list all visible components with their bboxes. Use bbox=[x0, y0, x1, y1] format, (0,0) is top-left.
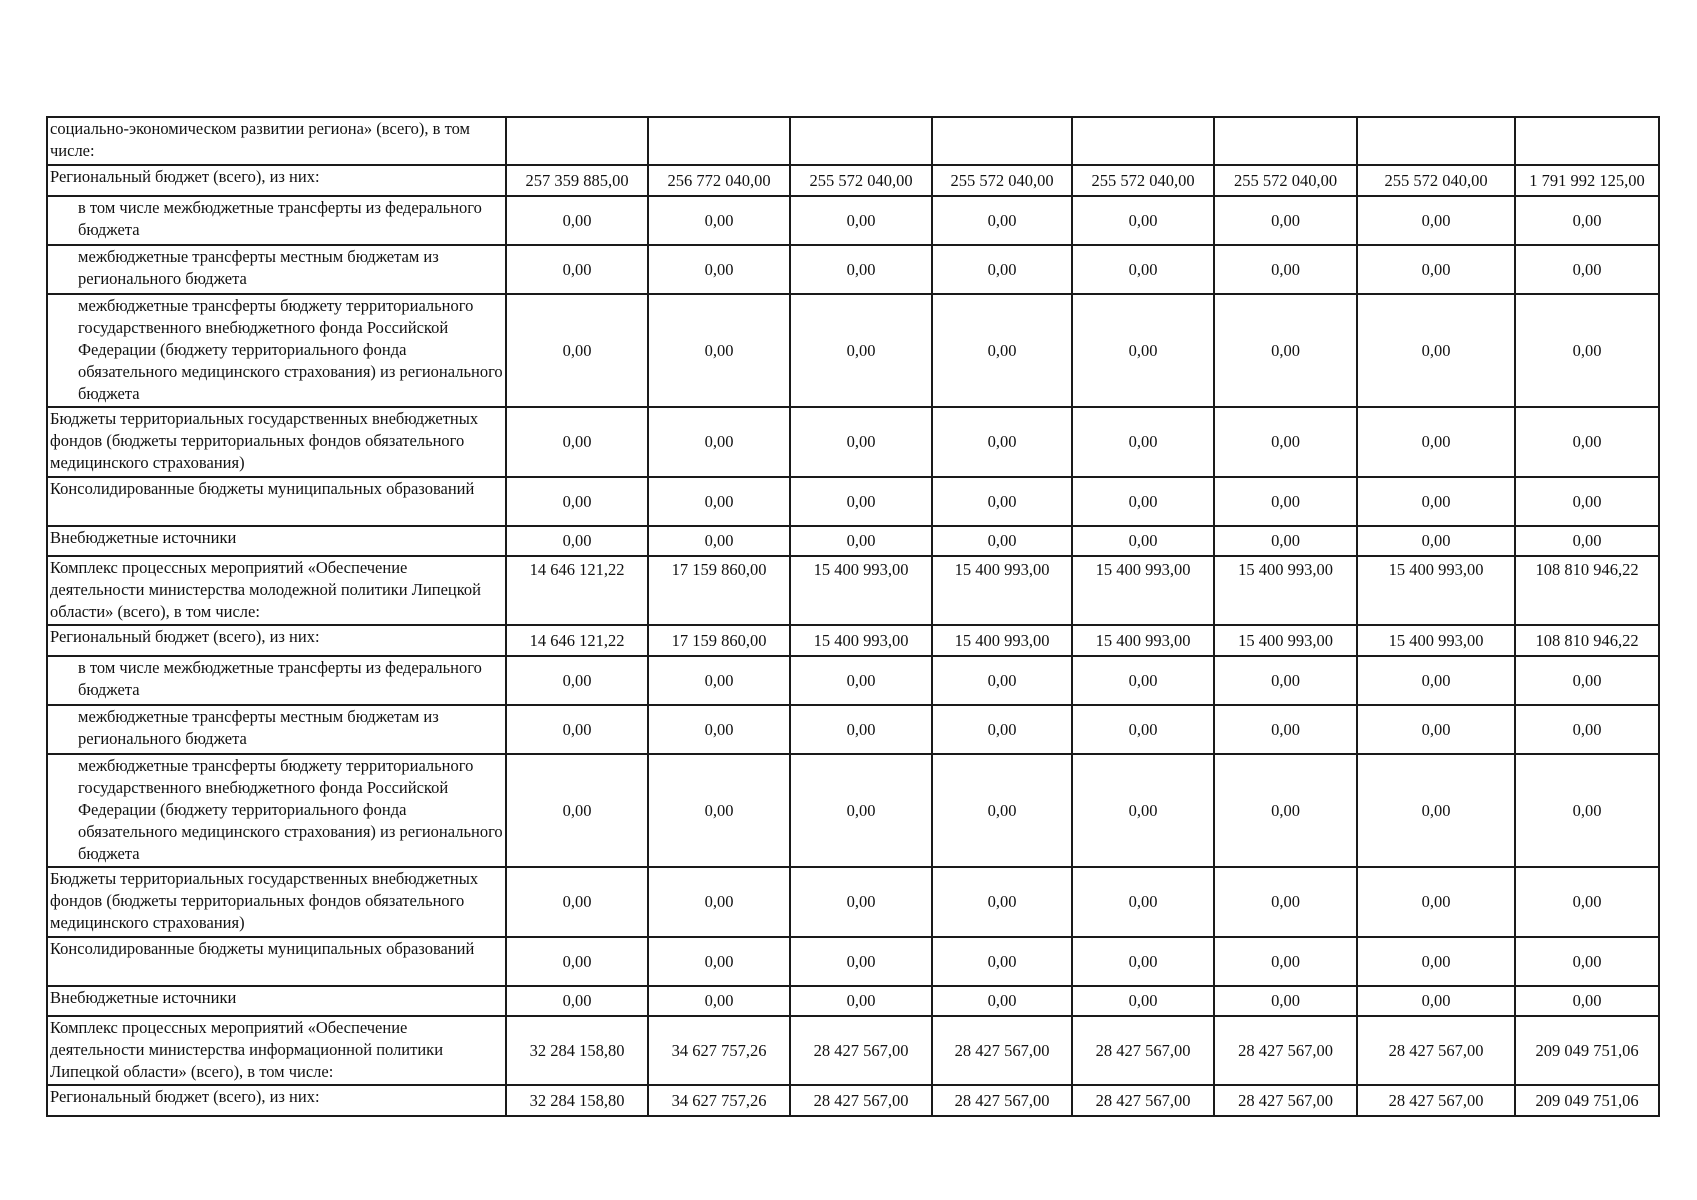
row-label-cell: Внебюджетные источники bbox=[47, 526, 506, 556]
row-value-cell: 0,00 bbox=[506, 526, 648, 556]
row-value-cell: 0,00 bbox=[932, 754, 1072, 867]
row-value-cell: 0,00 bbox=[648, 294, 790, 407]
row-label-cell: Региональный бюджет (всего), из них: bbox=[47, 625, 506, 656]
row-value-cell: 0,00 bbox=[648, 754, 790, 867]
row-total-cell: 0,00 bbox=[1515, 477, 1659, 526]
row-value-cell bbox=[932, 117, 1072, 165]
row-total-cell: 0,00 bbox=[1515, 196, 1659, 245]
row-value-cell: 255 572 040,00 bbox=[1072, 165, 1214, 196]
row-value-cell: 0,00 bbox=[1214, 705, 1357, 754]
row-value-cell: 0,00 bbox=[932, 526, 1072, 556]
row-value-cell: 0,00 bbox=[1357, 245, 1515, 294]
row-value-cell: 0,00 bbox=[1072, 294, 1214, 407]
row-value-cell: 0,00 bbox=[790, 294, 932, 407]
row-value-cell: 0,00 bbox=[648, 867, 790, 937]
row-value-cell: 0,00 bbox=[932, 407, 1072, 477]
row-value-cell: 0,00 bbox=[1357, 196, 1515, 245]
row-total-cell: 0,00 bbox=[1515, 705, 1659, 754]
row-value-cell: 0,00 bbox=[1072, 937, 1214, 986]
row-value-cell: 255 572 040,00 bbox=[1357, 165, 1515, 196]
row-label-cell: в том числе межбюджетные трансферты из федерального бюджета bbox=[47, 196, 506, 245]
row-value-cell: 17 159 860,00 bbox=[648, 556, 790, 625]
row-value-cell: 28 427 567,00 bbox=[1357, 1085, 1515, 1116]
row-value-cell: 0,00 bbox=[506, 196, 648, 245]
row-value-cell: 0,00 bbox=[932, 867, 1072, 937]
row-value-cell: 0,00 bbox=[1214, 245, 1357, 294]
row-value-cell: 0,00 bbox=[790, 754, 932, 867]
row-label-cell: Консолидированные бюджеты муниципальных образований bbox=[47, 937, 506, 986]
row-total-cell: 1 791 992 125,00 bbox=[1515, 165, 1659, 196]
row-value-cell: 15 400 993,00 bbox=[1072, 625, 1214, 656]
row-value-cell: 0,00 bbox=[648, 986, 790, 1016]
row-value-cell: 0,00 bbox=[1072, 986, 1214, 1016]
row-total-cell: 0,00 bbox=[1515, 245, 1659, 294]
row-value-cell: 0,00 bbox=[506, 407, 648, 477]
row-total-cell: 108 810 946,22 bbox=[1515, 556, 1659, 625]
row-value-cell: 0,00 bbox=[648, 245, 790, 294]
row-value-cell: 0,00 bbox=[1072, 705, 1214, 754]
row-value-cell: 0,00 bbox=[1214, 986, 1357, 1016]
row-total-cell: 0,00 bbox=[1515, 986, 1659, 1016]
row-label-cell: Комплекс процессных мероприятий «Обеспечение деятельности министерства молодежной политики Липецкой области» (всего), в том числе: bbox=[47, 556, 506, 625]
row-label-cell: Консолидированные бюджеты муниципальных образований bbox=[47, 477, 506, 526]
row-value-cell: 256 772 040,00 bbox=[648, 165, 790, 196]
row-label-cell: Бюджеты территориальных государственных внебюджетных фондов (бюджеты территориальных фондов обязательного медицинского страхования) bbox=[47, 867, 506, 937]
row-value-cell: 0,00 bbox=[1214, 294, 1357, 407]
row-value-cell: 0,00 bbox=[932, 477, 1072, 526]
row-value-cell: 15 400 993,00 bbox=[1072, 556, 1214, 625]
row-value-cell: 28 427 567,00 bbox=[790, 1085, 932, 1116]
table-row bbox=[47, 986, 1659, 1016]
row-value-cell: 0,00 bbox=[790, 407, 932, 477]
table-row bbox=[47, 165, 1659, 196]
table-row bbox=[47, 1016, 1659, 1085]
row-value-cell bbox=[506, 117, 648, 165]
row-value-cell: 0,00 bbox=[1072, 526, 1214, 556]
row-value-cell: 28 427 567,00 bbox=[1072, 1085, 1214, 1116]
row-value-cell: 0,00 bbox=[790, 937, 932, 986]
row-value-cell: 0,00 bbox=[1357, 754, 1515, 867]
row-value-cell: 0,00 bbox=[648, 937, 790, 986]
row-label-cell: Региональный бюджет (всего), из них: bbox=[47, 165, 506, 196]
row-value-cell: 15 400 993,00 bbox=[932, 556, 1072, 625]
row-value-cell: 255 572 040,00 bbox=[1214, 165, 1357, 196]
row-value-cell bbox=[1214, 117, 1357, 165]
table-row bbox=[47, 526, 1659, 556]
row-value-cell: 17 159 860,00 bbox=[648, 625, 790, 656]
row-value-cell: 0,00 bbox=[1072, 407, 1214, 477]
table-row bbox=[47, 477, 1659, 526]
table-row bbox=[47, 705, 1659, 754]
row-value-cell: 28 427 567,00 bbox=[1357, 1016, 1515, 1085]
row-value-cell: 0,00 bbox=[506, 294, 648, 407]
row-value-cell: 15 400 993,00 bbox=[1214, 556, 1357, 625]
row-value-cell: 255 572 040,00 bbox=[932, 165, 1072, 196]
row-total-cell: 0,00 bbox=[1515, 937, 1659, 986]
budget-table-body bbox=[47, 117, 1659, 1116]
row-value-cell: 0,00 bbox=[932, 656, 1072, 705]
row-value-cell: 0,00 bbox=[932, 986, 1072, 1016]
row-value-cell: 255 572 040,00 bbox=[790, 165, 932, 196]
row-value-cell: 0,00 bbox=[1357, 867, 1515, 937]
row-value-cell: 0,00 bbox=[1214, 477, 1357, 526]
row-value-cell: 34 627 757,26 bbox=[648, 1085, 790, 1116]
row-value-cell: 257 359 885,00 bbox=[506, 165, 648, 196]
row-value-cell: 28 427 567,00 bbox=[790, 1016, 932, 1085]
row-value-cell: 0,00 bbox=[1357, 477, 1515, 526]
row-value-cell: 0,00 bbox=[790, 986, 932, 1016]
row-value-cell bbox=[1072, 117, 1214, 165]
budget-table bbox=[46, 116, 1660, 1117]
row-value-cell: 0,00 bbox=[506, 937, 648, 986]
row-value-cell: 0,00 bbox=[790, 656, 932, 705]
row-value-cell: 0,00 bbox=[932, 196, 1072, 245]
row-label-cell: Внебюджетные источники bbox=[47, 986, 506, 1016]
row-value-cell: 28 427 567,00 bbox=[932, 1016, 1072, 1085]
row-total-cell bbox=[1515, 117, 1659, 165]
row-value-cell: 0,00 bbox=[1214, 196, 1357, 245]
row-label-cell: межбюджетные трансферты бюджету территориального государственного внебюджетного фонда Российской Федерации (бюджету территориального фонда обязательного медицинского страхования) из регионального бюджета bbox=[47, 294, 506, 407]
row-label-cell: в том числе межбюджетные трансферты из федерального бюджета bbox=[47, 656, 506, 705]
row-label-cell: Бюджеты территориальных государственных внебюджетных фондов (бюджеты территориальных фондов обязательного медицинского страхования) bbox=[47, 407, 506, 477]
row-value-cell: 0,00 bbox=[1214, 937, 1357, 986]
row-total-cell: 209 049 751,06 bbox=[1515, 1085, 1659, 1116]
row-value-cell: 0,00 bbox=[1072, 656, 1214, 705]
table-row bbox=[47, 556, 1659, 625]
row-value-cell: 0,00 bbox=[648, 407, 790, 477]
row-value-cell: 0,00 bbox=[1072, 245, 1214, 294]
row-value-cell: 0,00 bbox=[648, 477, 790, 526]
row-label-cell: социально-экономическом развитии региона» (всего), в том числе: bbox=[47, 117, 506, 165]
row-value-cell: 28 427 567,00 bbox=[1072, 1016, 1214, 1085]
row-value-cell: 0,00 bbox=[506, 705, 648, 754]
row-value-cell: 0,00 bbox=[648, 196, 790, 245]
row-total-cell: 0,00 bbox=[1515, 754, 1659, 867]
row-label-cell: межбюджетные трансферты местным бюджетам из регионального бюджета bbox=[47, 245, 506, 294]
row-value-cell: 0,00 bbox=[648, 705, 790, 754]
row-value-cell: 0,00 bbox=[790, 705, 932, 754]
row-value-cell: 0,00 bbox=[648, 526, 790, 556]
row-value-cell: 0,00 bbox=[932, 245, 1072, 294]
row-value-cell: 14 646 121,22 bbox=[506, 625, 648, 656]
row-value-cell: 0,00 bbox=[1214, 526, 1357, 556]
row-total-cell: 0,00 bbox=[1515, 867, 1659, 937]
row-total-cell: 0,00 bbox=[1515, 294, 1659, 407]
row-value-cell bbox=[790, 117, 932, 165]
row-value-cell: 0,00 bbox=[1357, 656, 1515, 705]
row-value-cell: 15 400 993,00 bbox=[790, 625, 932, 656]
row-value-cell bbox=[648, 117, 790, 165]
table-row bbox=[47, 656, 1659, 705]
row-value-cell: 0,00 bbox=[1072, 196, 1214, 245]
row-value-cell: 0,00 bbox=[506, 867, 648, 937]
table-row bbox=[47, 196, 1659, 245]
row-value-cell: 0,00 bbox=[1357, 937, 1515, 986]
row-total-cell: 108 810 946,22 bbox=[1515, 625, 1659, 656]
row-value-cell: 0,00 bbox=[506, 754, 648, 867]
table-row bbox=[47, 937, 1659, 986]
row-total-cell: 0,00 bbox=[1515, 407, 1659, 477]
table-row bbox=[47, 407, 1659, 477]
row-value-cell: 28 427 567,00 bbox=[1214, 1016, 1357, 1085]
table-row bbox=[47, 754, 1659, 867]
row-value-cell: 0,00 bbox=[506, 986, 648, 1016]
row-value-cell: 32 284 158,80 bbox=[506, 1085, 648, 1116]
table-row bbox=[47, 294, 1659, 407]
row-total-cell: 0,00 bbox=[1515, 526, 1659, 556]
row-value-cell: 0,00 bbox=[1214, 867, 1357, 937]
table-row bbox=[47, 867, 1659, 937]
row-label-cell: Комплекс процессных мероприятий «Обеспечение деятельности министерства информационной политики Липецкой области» (всего), в том числе: bbox=[47, 1016, 506, 1085]
row-value-cell: 15 400 993,00 bbox=[1357, 625, 1515, 656]
row-value-cell: 15 400 993,00 bbox=[1357, 556, 1515, 625]
row-value-cell: 0,00 bbox=[790, 477, 932, 526]
row-value-cell: 0,00 bbox=[506, 656, 648, 705]
row-label-cell: Региональный бюджет (всего), из них: bbox=[47, 1085, 506, 1116]
row-value-cell: 0,00 bbox=[1072, 477, 1214, 526]
row-value-cell: 15 400 993,00 bbox=[790, 556, 932, 625]
row-value-cell: 0,00 bbox=[506, 477, 648, 526]
row-value-cell: 0,00 bbox=[506, 245, 648, 294]
row-total-cell: 209 049 751,06 bbox=[1515, 1016, 1659, 1085]
table-row bbox=[47, 245, 1659, 294]
table-row bbox=[47, 1085, 1659, 1116]
row-value-cell: 0,00 bbox=[648, 656, 790, 705]
row-value-cell: 0,00 bbox=[790, 245, 932, 294]
row-value-cell: 0,00 bbox=[1357, 705, 1515, 754]
row-value-cell: 0,00 bbox=[932, 294, 1072, 407]
row-value-cell: 14 646 121,22 bbox=[506, 556, 648, 625]
row-value-cell: 0,00 bbox=[790, 867, 932, 937]
row-value-cell: 0,00 bbox=[932, 937, 1072, 986]
table-row bbox=[47, 117, 1659, 165]
row-value-cell: 0,00 bbox=[1072, 754, 1214, 867]
row-value-cell: 0,00 bbox=[1357, 294, 1515, 407]
row-value-cell bbox=[1357, 117, 1515, 165]
row-value-cell: 0,00 bbox=[790, 196, 932, 245]
row-label-cell: межбюджетные трансферты местным бюджетам из регионального бюджета bbox=[47, 705, 506, 754]
row-value-cell: 0,00 bbox=[1214, 754, 1357, 867]
row-value-cell: 0,00 bbox=[1357, 526, 1515, 556]
row-value-cell: 0,00 bbox=[1357, 986, 1515, 1016]
row-total-cell: 0,00 bbox=[1515, 656, 1659, 705]
row-value-cell: 0,00 bbox=[932, 705, 1072, 754]
row-label-cell: межбюджетные трансферты бюджету территориального государственного внебюджетного фонда Российской Федерации (бюджету территориального фонда обязательного медицинского страхования) из регионального бюджета bbox=[47, 754, 506, 867]
row-value-cell: 0,00 bbox=[1072, 867, 1214, 937]
row-value-cell: 34 627 757,26 bbox=[648, 1016, 790, 1085]
row-value-cell: 0,00 bbox=[1357, 407, 1515, 477]
row-value-cell: 28 427 567,00 bbox=[932, 1085, 1072, 1116]
row-value-cell: 15 400 993,00 bbox=[932, 625, 1072, 656]
row-value-cell: 28 427 567,00 bbox=[1214, 1085, 1357, 1116]
table-row bbox=[47, 625, 1659, 656]
row-value-cell: 32 284 158,80 bbox=[506, 1016, 648, 1085]
row-value-cell: 0,00 bbox=[1214, 656, 1357, 705]
row-value-cell: 0,00 bbox=[1214, 407, 1357, 477]
row-value-cell: 0,00 bbox=[790, 526, 932, 556]
row-value-cell: 15 400 993,00 bbox=[1214, 625, 1357, 656]
